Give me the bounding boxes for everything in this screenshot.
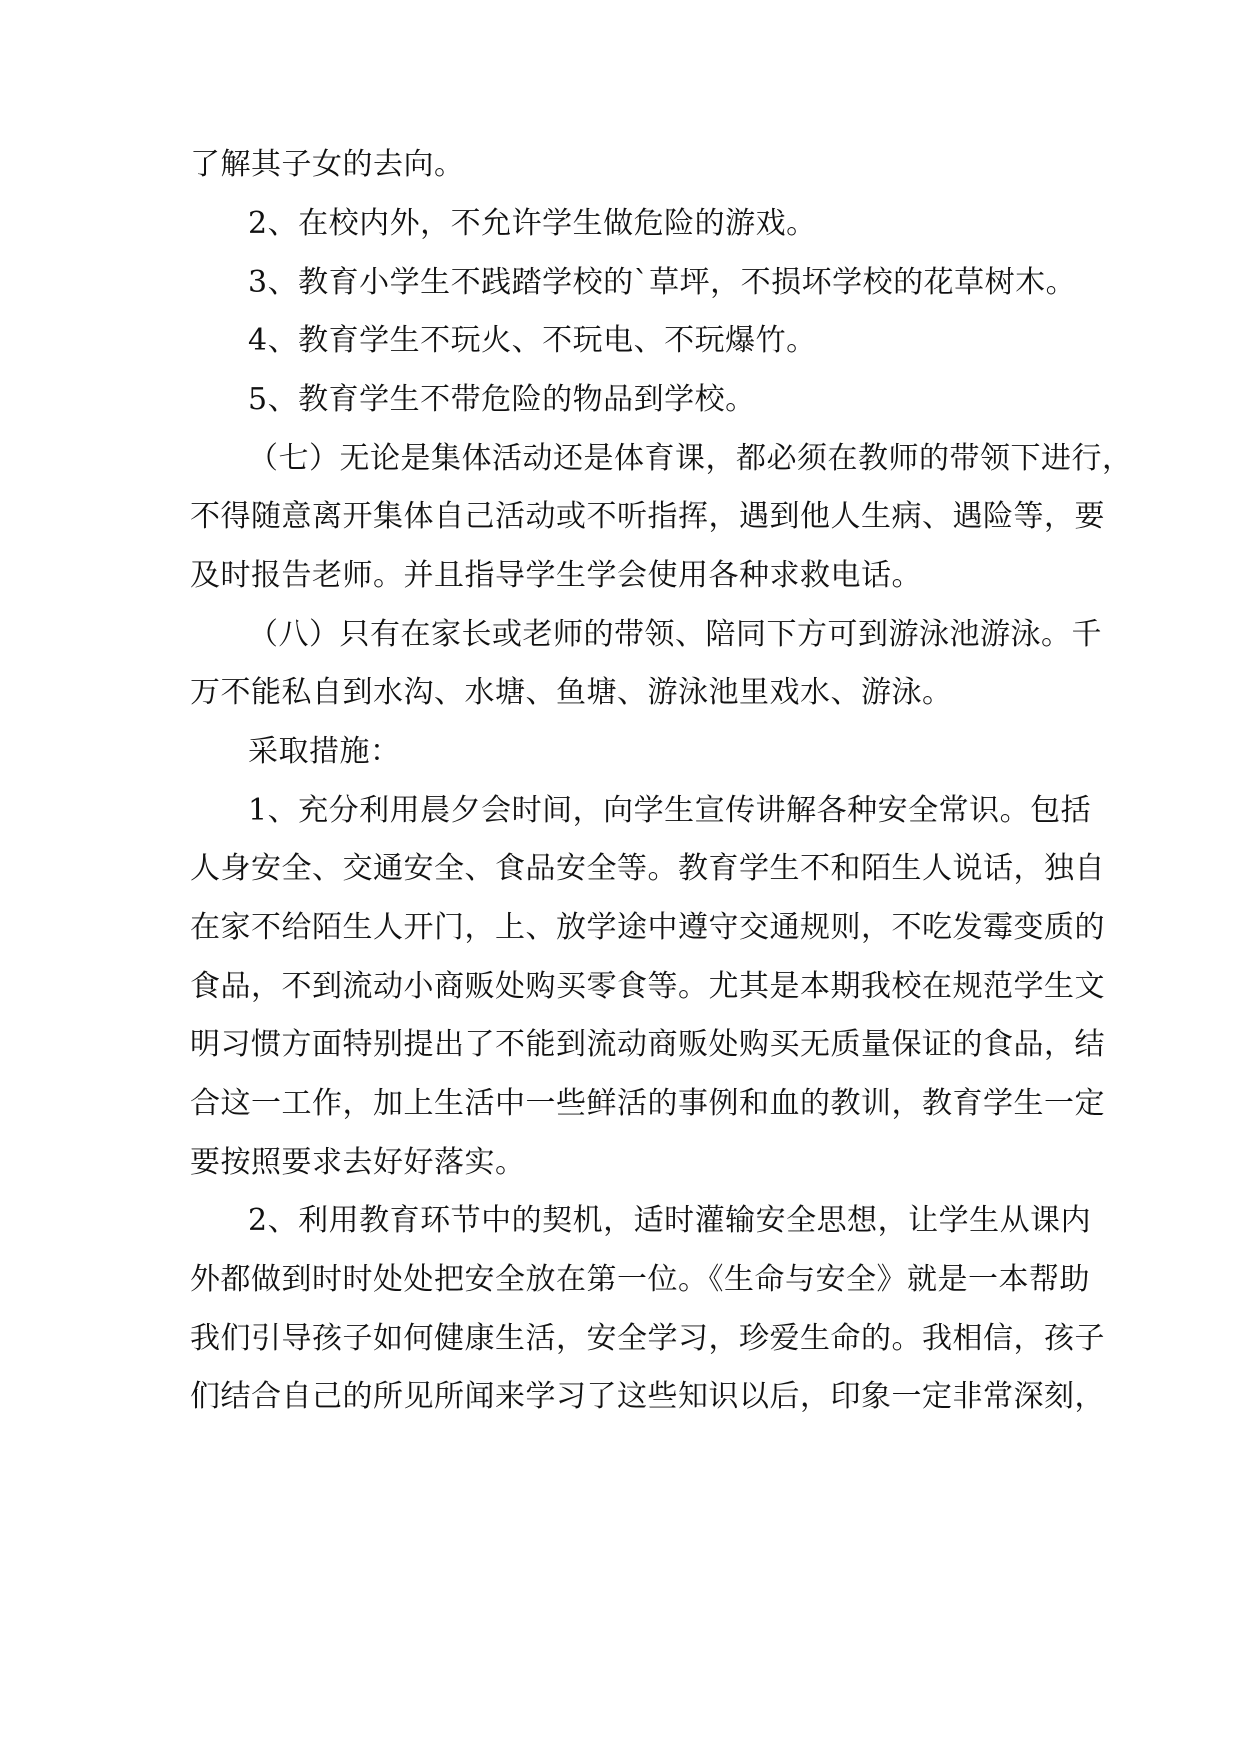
- text-line: 合这一工作，加上生活中一些鲜活的事例和血的教训，教育学生一定: [190, 1086, 1105, 1121]
- text-line: 5、教育学生不带危险的物品到学校。: [248, 382, 756, 417]
- text-line: 们结合自己的所见所闻来学习了这些知识以后，印象一定非常深刻，: [190, 1379, 1105, 1414]
- text-line: 在家不给陌生人开门，上、放学途中遵守交通规则，不吃发霉变质的: [190, 910, 1105, 945]
- text-line: 2、利用教育环节中的契机，适时灌输安全思想，让学生从课内: [248, 1203, 1092, 1238]
- text-line: 了解其子女的去向。: [190, 147, 465, 182]
- text-line: 不得随意离开集体自己活动或不听指挥，遇到他人生病、遇险等，要: [190, 499, 1105, 534]
- text-line: （七）无论是集体活动还是体育课，都必须在教师的带领下进行，: [248, 441, 1133, 476]
- text-line: 要按照要求去好好落实。: [190, 1145, 526, 1180]
- text-line: 4、教育学生不玩火、不玩电、不玩爆竹。: [248, 323, 817, 358]
- text-line: 明习惯方面特别提出了不能到流动商贩处购买无质量保证的食品，结: [190, 1027, 1105, 1062]
- text-line: 我们引导孩子如何健康生活，安全学习，珍爱生命的。我相信，孩子: [190, 1321, 1105, 1356]
- text-line: 2、在校内外，不允许学生做危险的游戏。: [248, 206, 817, 241]
- text-line: 人身安全、交通安全、食品安全等。教育学生不和陌生人说话，独自: [190, 851, 1105, 886]
- text-line: 及时报告老师。并且指导学生学会使用各种求救电话。: [190, 558, 922, 593]
- text-line: 食品，不到流动小商贩处购买零食等。尤其是本期我校在规范学生文: [190, 969, 1105, 1004]
- text-line: 3、教育小学生不践踏学校的`草坪，不损坏学校的花草树木。: [248, 265, 1077, 300]
- text-line: （八）只有在家长或老师的带领、陪同下方可到游泳池游泳。千: [248, 617, 1102, 652]
- text-line: 采取措施：: [248, 734, 401, 769]
- text-line: 万不能私自到水沟、水塘、鱼塘、游泳池里戏水、游泳。: [190, 675, 953, 710]
- text-line: 外都做到时时处处把安全放在第一位。《生命与安全》就是一本帮助: [190, 1262, 1090, 1297]
- text-line: 1、充分利用晨夕会时间，向学生宣传讲解各种安全常识。包括: [248, 793, 1092, 828]
